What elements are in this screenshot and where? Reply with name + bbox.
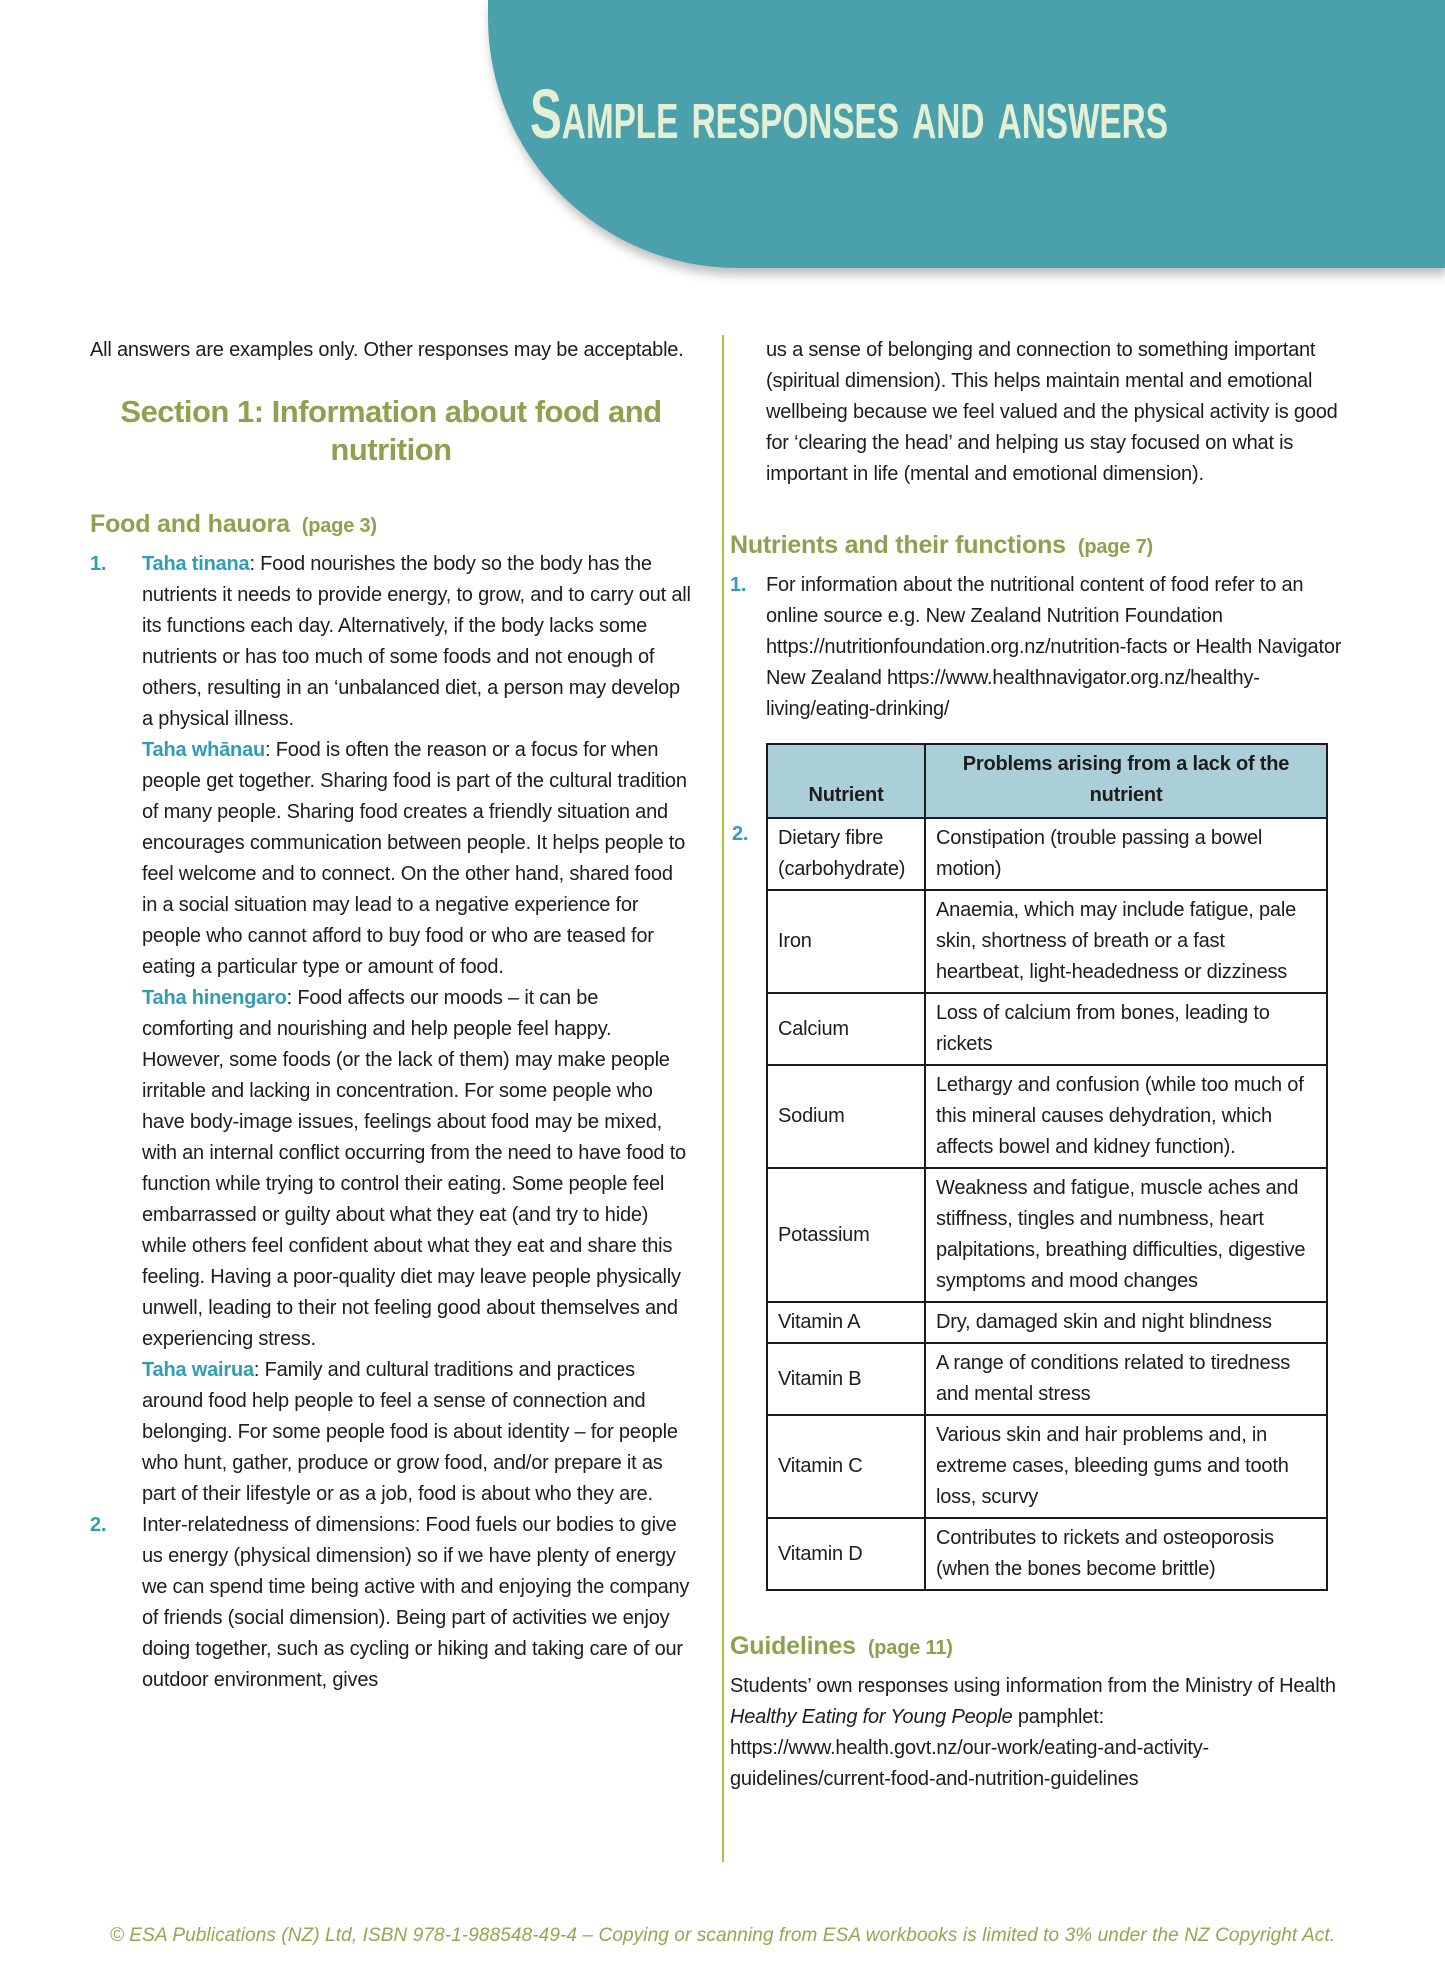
subsection-guidelines bbox=[730, 1631, 1356, 1663]
table-row bbox=[767, 890, 1327, 993]
nutrients-table bbox=[766, 743, 1328, 1591]
intro-note: All answers are examples only. Other responses may be acceptable. bbox=[90, 339, 684, 361]
term-taha-whanau: Taha whānau bbox=[142, 739, 266, 761]
subsection-food-and-hauora bbox=[90, 509, 692, 541]
cell-problems: Loss of calcium from bones, leading to rickets bbox=[925, 993, 1327, 1065]
cell-nutrient: Vitamin C bbox=[767, 1415, 925, 1518]
item-number: 1. bbox=[90, 553, 107, 575]
paragraph-text: : Food nourishes the body so the body has the nutrients it needs to provide energy, to grow, and to carry out all its functions each day. Alternatively, if the body lacks some nutrients or has too much of some foods and not enough of others, resulting in an ‘unbalanced diet, a person may develop a physical illness. bbox=[142, 553, 691, 730]
term-taha-hinengaro: Taha hinengaro bbox=[142, 987, 287, 1009]
cell-problems: A range of conditions related to tiredness and mental stress bbox=[925, 1343, 1327, 1415]
subsection-title: Guidelines bbox=[730, 1632, 856, 1660]
paragraph-nutrition-sources: For information about the nutritional content of food refer to an online source e.g. New Zealand Nutrition Foundation https://nutritionfoundation.org.nz/nutrition-facts or Health Navigator New Zealand https://www.healthnavigator.org.nz/healthy-living/eating-drinking/ bbox=[766, 574, 1342, 720]
item-number: 2. bbox=[732, 823, 749, 845]
cell-nutrient: Vitamin D bbox=[767, 1518, 925, 1590]
cell-problems: Dry, damaged skin and night blindness bbox=[925, 1302, 1327, 1343]
term-taha-tinana: Taha tinana bbox=[142, 553, 250, 575]
header-nutrient: Nutrient bbox=[767, 744, 925, 818]
left-column bbox=[90, 335, 692, 1696]
subsection-nutrients-functions bbox=[730, 530, 1356, 562]
cell-problems: Various skin and hair problems and, in extreme cases, bleeding gums and tooth loss, scurvy bbox=[925, 1415, 1327, 1518]
pamphlet-title: Healthy Eating for Young People bbox=[730, 1706, 1013, 1728]
cell-nutrient: Dietary fibre (carbohydrate) bbox=[767, 818, 925, 890]
cell-problems: Contributes to rickets and osteoporosis (when the bones become brittle) bbox=[925, 1518, 1327, 1590]
table-row bbox=[767, 1415, 1327, 1518]
table-row bbox=[767, 1518, 1327, 1590]
cell-nutrient: Potassium bbox=[767, 1168, 925, 1302]
table-header-row bbox=[767, 744, 1327, 818]
cell-nutrient: Calcium bbox=[767, 993, 925, 1065]
nutrients-table-block bbox=[732, 743, 1356, 1591]
page-ref: (page 11) bbox=[867, 1637, 953, 1659]
cell-nutrient: Vitamin B bbox=[767, 1343, 925, 1415]
column-divider bbox=[722, 335, 724, 1862]
subsection-title: Nutrients and their functions bbox=[730, 531, 1066, 559]
right-column bbox=[730, 335, 1356, 1795]
answer-item-1 bbox=[90, 549, 692, 1510]
answer-item-1-nutrients bbox=[730, 570, 1356, 725]
header-problems: Problems arising from a lack of the nutrient bbox=[925, 744, 1327, 818]
continuation-paragraph: us a sense of belonging and connection to something important (spiritual dimension). This helps maintain mental and emotional wellbeing because we feel valued and the physical activity is good for ‘clearing the head’ and helping us stay focused on what is important in life (mental and emotional dimension). bbox=[766, 339, 1338, 485]
paragraph-taha-wairua bbox=[142, 1355, 692, 1510]
paragraph-taha-tinana bbox=[142, 549, 692, 735]
guidelines-text: pamphlet: https://www.health.govt.nz/our-work/eating-and-activity-guidelines/current-food-and-nutrition-guidelines bbox=[730, 1706, 1210, 1790]
section-1-heading: Section 1: Information about food and nutrition bbox=[120, 394, 662, 467]
guidelines-text: Students’ own responses using information from the Ministry of Health bbox=[730, 1675, 1336, 1697]
cell-nutrient: Sodium bbox=[767, 1065, 925, 1168]
answer-item-2 bbox=[90, 1510, 692, 1696]
cell-problems: Lethargy and confusion (while too much of this mineral causes dehydration, which affects bowel and kidney function). bbox=[925, 1065, 1327, 1168]
table-row bbox=[767, 1065, 1327, 1168]
table-row bbox=[767, 1302, 1327, 1343]
item-number: 2. bbox=[90, 1514, 107, 1536]
cell-nutrient: Vitamin A bbox=[767, 1302, 925, 1343]
page-ref: (page 7) bbox=[1077, 536, 1153, 558]
cell-problems: Weakness and fatigue, muscle aches and stiffness, tingles and numbness, heart palpitations, breathing difficulties, digestive symptoms and mood changes bbox=[925, 1168, 1327, 1302]
subsection-title: Food and hauora bbox=[90, 510, 290, 538]
cell-problems: Anaemia, which may include fatigue, pale skin, shortness of breath or a fast heartbeat, light-headedness or dizziness bbox=[925, 890, 1327, 993]
paragraph-taha-whanau bbox=[142, 735, 692, 983]
guidelines-paragraph bbox=[730, 1671, 1356, 1795]
table-row bbox=[767, 1343, 1327, 1415]
table-row bbox=[767, 1168, 1327, 1302]
paragraph-inter-relatedness: Inter-relatedness of dimensions: Food fuels our bodies to give us energy (physical dimension) so if we have plenty of energy we can spend time being active with and enjoying the company of friends (social dimension). Being part of activities we enjoy doing together, such as cycling or hiking and taking care of our outdoor environment, gives bbox=[142, 1514, 690, 1691]
paragraph-text: : Family and cultural traditions and practices around food help people to feel a sense of connection and belonging. For some people food is about identity – for people who hunt, gather, produce or grow food, and/or prepare it as part of their lifestyle or as a job, food is about who they are. bbox=[142, 1359, 678, 1505]
term-taha-wairua: Taha wairua bbox=[142, 1359, 254, 1381]
copyright-footer: © ESA Publications (NZ) Ltd, ISBN 978-1-988548-49-4 – Copying or scanning from ESA workbooks is limited to 3% under the NZ Copyright Act. bbox=[109, 1925, 1336, 1946]
cell-nutrient: Iron bbox=[767, 890, 925, 993]
paragraph-taha-hinengaro bbox=[142, 983, 692, 1355]
header-banner bbox=[488, 0, 1445, 268]
item-number: 1. bbox=[730, 574, 747, 596]
table-row bbox=[767, 993, 1327, 1065]
page-title: Sample responses and answers bbox=[530, 75, 1168, 153]
table-row bbox=[767, 818, 1327, 890]
cell-problems: Constipation (trouble passing a bowel motion) bbox=[925, 818, 1327, 890]
page-ref: (page 3) bbox=[301, 515, 377, 537]
paragraph-text: : Food affects our moods – it can be comforting and nourishing and help people feel happy. However, some foods (or the lack of them) may make people irritable and lacking in concentration. For some people who have body-image issues, feelings about food may be mixed, with an internal conflict occurring from the need to have food to function while trying to control their eating. Some people feel embarrassed or guilty about what they eat (and try to hide) while others feel confident about what they eat and share this feeling. Having a poor-quality diet may leave people physically unwell, leading to their not feeling good about themselves and experiencing stress. bbox=[142, 987, 686, 1350]
paragraph-text: : Food is often the reason or a focus for when people get together. Sharing food is part of the cultural tradition of many people. Sharing food creates a friendly situation and encourages communication between people. It helps people to feel welcome and to connect. On the other hand, shared food in a social situation may lead to a negative experience for people who cannot afford to buy food or who are teased for eating a particular type or amount of food. bbox=[142, 739, 687, 978]
